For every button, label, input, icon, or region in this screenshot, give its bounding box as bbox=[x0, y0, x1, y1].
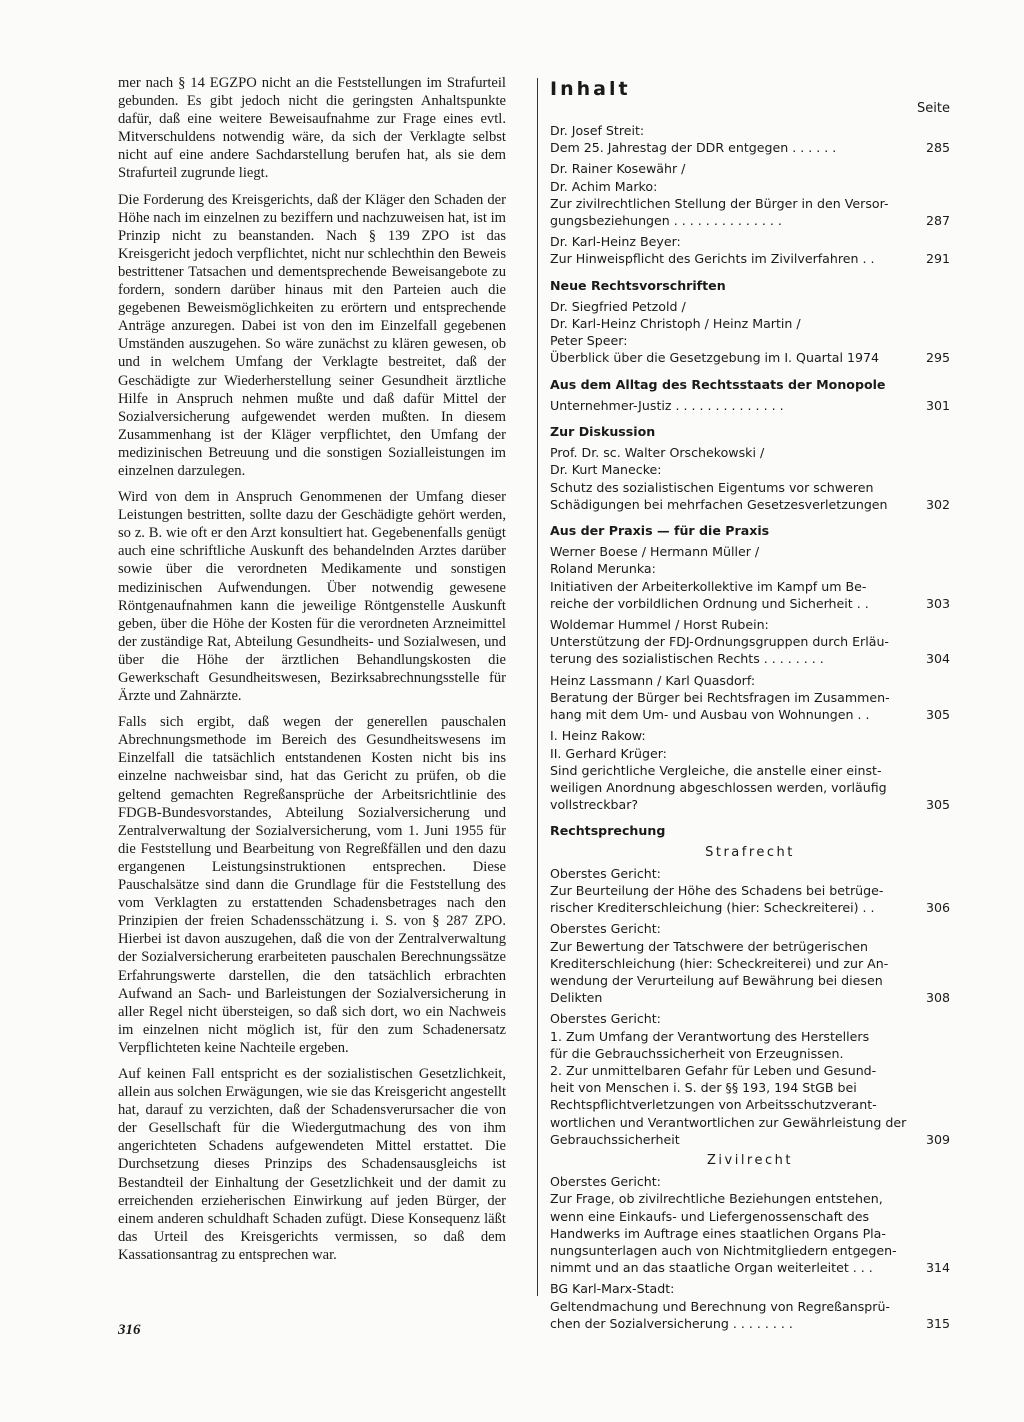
toc-author: Heinz Lassmann / Karl Quasdorf: bbox=[550, 672, 756, 688]
toc-entry-title[interactable]: terung des sozialistischen Rechts . . . . . . . . bbox=[550, 651, 824, 667]
toc-entry bbox=[550, 727, 950, 813]
toc-author: Dr. Rainer Kosewähr / bbox=[550, 161, 686, 177]
toc-entry-title[interactable]: 2. Zur unmittelbaren Gefahr für Leben und Gesund- bbox=[550, 1062, 877, 1078]
toc-author: Werner Boese / Hermann Müller / bbox=[550, 544, 760, 560]
toc-entry bbox=[550, 1173, 950, 1276]
toc-section-heading: Aus dem Alltag des Rechtsstaats der Monopole bbox=[550, 376, 886, 392]
toc-entry-title[interactable]: weiligen Anordnung abgeschlossen werden, vorläufig bbox=[550, 779, 887, 795]
toc-entry-title[interactable]: wortlichen und Verantwortlichen zur Gewährleistung der bbox=[550, 1114, 907, 1130]
toc-entry-title[interactable]: chen der Sozialversicherung . . . . . . . . bbox=[550, 1315, 793, 1331]
toc-page-number: 304 bbox=[925, 651, 950, 667]
toc-entry-title[interactable]: gungsbeziehungen . . . . . . . . . . . . . . bbox=[550, 213, 782, 229]
paragraph: mer nach § 14 EGZPO nicht an die Feststellungen im Strafurteil gebunden. Es gibt jedoch nicht die geringsten Anhaltspunkte dafür, daß eine weitere Beweisaufnahme zur Frage eines evtl. Mitverschuldens notwendig wäre, da sich der Verklagte selbst nicht auf eine andere Sachdarstellung berufen hat, als sie dem Strafurteil zugrunde liegt. bbox=[118, 75, 506, 182]
toc-page-number: 303 bbox=[925, 595, 950, 611]
toc-entry bbox=[550, 233, 950, 267]
toc-page-number: 309 bbox=[925, 1131, 950, 1147]
toc-author: II. Gerhard Krüger: bbox=[550, 745, 667, 761]
toc-page-number: 295 bbox=[925, 350, 950, 366]
toc-entry-title[interactable]: Sind gerichtliche Vergleiche, die anstelle einer einst- bbox=[550, 762, 882, 778]
toc-entry-title[interactable]: für die Gebrauchssicherheit von Erzeugnissen. bbox=[550, 1045, 844, 1061]
toc-page-number: 305 bbox=[925, 707, 950, 723]
toc-page-number: 305 bbox=[925, 797, 950, 813]
toc-author: Roland Merunka: bbox=[550, 561, 656, 577]
toc-page-number: 301 bbox=[925, 397, 950, 413]
toc-page-number: 291 bbox=[925, 251, 950, 267]
toc-author: Dr. Achim Marko: bbox=[550, 178, 658, 194]
toc-entry-title[interactable]: Zur Frage, ob zivilrechtliche Beziehungen entstehen, bbox=[550, 1191, 883, 1207]
toc-entry-title[interactable]: Zur zivilrechtlichen Stellung der Bürger in den Versor- bbox=[550, 195, 889, 211]
page-number: 316 bbox=[118, 1322, 141, 1338]
toc-entry-title[interactable]: Zur Hinweispflicht des Gerichts im Zivilverfahren . . bbox=[550, 251, 875, 267]
toc-author: Oberstes Gericht: bbox=[550, 865, 661, 881]
toc-section-heading: Neue Rechtsvorschriften bbox=[550, 277, 726, 293]
toc-page-number: 314 bbox=[925, 1260, 950, 1276]
toc-entry-title[interactable]: Überblick über die Gesetzgebung im I. Quartal 1974 bbox=[550, 350, 880, 366]
toc-entry bbox=[550, 1010, 950, 1148]
toc-entry bbox=[550, 672, 950, 724]
toc-author: BG Karl-Marx-Stadt: bbox=[550, 1281, 675, 1297]
column-divider bbox=[537, 78, 538, 1296]
toc-author: Prof. Dr. sc. Walter Orschekowski / bbox=[550, 445, 765, 461]
toc-entry-title[interactable]: vollstreckbar? bbox=[550, 797, 639, 813]
toc-entry bbox=[550, 160, 950, 229]
toc-entry-title[interactable]: Unternehmer-Justiz . . . . . . . . . . . . . . bbox=[550, 397, 784, 413]
toc-author: Peter Speer: bbox=[550, 333, 628, 349]
toc-entry-title[interactable]: heit von Menschen i. S. der §§ 193, 194 StGB bei bbox=[550, 1080, 857, 1096]
toc-entry-title[interactable]: hang mit dem Um- und Ausbau von Wohnungen . . bbox=[550, 707, 870, 723]
toc-entry-title[interactable]: rischer Krediterschleichung (hier: Scheckreiterei) . . bbox=[550, 900, 875, 916]
toc-author: Woldemar Hummel / Horst Rubein: bbox=[550, 617, 769, 633]
toc-entry-title[interactable]: wendung der Verurteilung auf Bewährung bei diesen bbox=[550, 972, 883, 988]
toc-author: Dr. Siegfried Petzold / bbox=[550, 298, 686, 314]
toc-author: Dr. Josef Streit: bbox=[550, 123, 645, 138]
left-column-text bbox=[118, 74, 506, 1272]
toc-entry-title[interactable]: Gebrauchssicherheit bbox=[550, 1131, 680, 1147]
toc-section-heading: Rechtsprechung bbox=[550, 823, 666, 839]
toc-entry-title[interactable]: reiche der vorbildlichen Ordnung und Sicherheit . . bbox=[550, 595, 869, 611]
toc-author: Oberstes Gericht: bbox=[550, 1011, 661, 1027]
paragraph: Wird von dem in Anspruch Genommenen der Umfang dieser Leistungen bestritten, sollte dazu der Geschädigte gehört werden, so z. B. wie oft er den Arzt konsultiert hat. Gegebenenfalls genügt auch eine schriftliche Auskunft des behandelnden Arztes darüber sowie über die verordneten Medikamente und sonstigen medizinischen Aufwendungen. Über notwendig gewesene Röntgenaufnahmen kann die jeweilige Röntgenstelle Auskunft geben, über die Höhe der Kosten für die verordneten Arzneimittel der zuständige Rat, Abteilung Gesundheits- und Sozialwesen, und über die Höhe der ärztlichen Behandlungskosten die Gewerkschaft Gesundheitswesen, Bezirksabrechnungsstelle für Ärzte und Zahnärzte. bbox=[118, 489, 506, 705]
toc-entry-title[interactable]: Zur Bewertung der Tatschwere der betrügerischen bbox=[550, 938, 869, 954]
toc-entry-title[interactable]: Krediterschleichung (hier: Scheckreiterei) und zur An- bbox=[550, 955, 889, 971]
toc-entry bbox=[550, 920, 950, 1006]
paragraph: Die Forderung des Kreisgerichts, daß der Kläger den Schaden der Höhe nach im einzelnen zu beziffern und nachzuweisen hat, ist im Prinzip nicht zu beanstanden. Nach § 139 ZPO ist das Kreisgericht jedoch verpflichtet, nicht nur schlechthin den Beweis bestrittener Tatsachen und dementsprechende Beweisangebote zu fordern, sondern darüber hinaus mit den Parteien auch die gegebenen Beweismöglichkeiten zu erörtern und entsprechende Anträge anzuregen. Dabei ist von den im Einzelfall gegebenen Umständen auszugehen. So wäre zunächst zu klären gewesen, ob und in welchem Umfang der Verklagte bestreitet, daß der Geschädigte zur Wiederherstellung seiner Gesundheit ärztliche Hilfe in Anspruch nehmen mußte und daß dafür Mittel der Sozialversicherung aufgewendet werden mußten. In diesem Zusammenhang ist der Kläger verpflichtet, den Umfang der medizinischen Betreuung und die sonstigen Sozialleistungen im einzelnen darzulegen. bbox=[118, 191, 506, 479]
toc-author: I. Heinz Rakow: bbox=[550, 728, 646, 744]
toc-entry-title[interactable]: Schutz des sozialistischen Eigentums vor schweren bbox=[550, 479, 874, 495]
toc-entry bbox=[550, 397, 950, 414]
paragraph: Falls sich ergibt, daß wegen der generellen pauschalen Abrechnungsmethode im Bereich des Gesundheitswesens im Einzelfall die tatsächlich entstandenen Kosten nicht bis ins einzelne nachweisbar sind, hat das Gericht zu prüfen, ob die geltend gemachten Regreßansprüche der Arbeitsrichtlinie des FDGB-Bundesvorstandes, Abteilung Sozialversicherung und Zentralverwaltung der Sozialversicherung, vom 1. Juni 1955 für die Feststellung und Bearbeitung von Regreßfällen und den dazu ergangenen Leistungsinstruktionen entsprechen. Diese Pauschalsätze sind dann die Grundlage für die Feststellung des vom Verklagten zu erstattenden Schadensbetrages nach den Prinzipien der freien Schadensschätzung i. S. von § 287 ZPO. Hierbei ist davon auszugehen, daß die von der Zentralverwaltung der Sozialversicherung erarbeiteten pauschalen Berechnungssätze Erfahrungswerte darstellen, die den tatsächlich erbrachten Aufwand an Sach- und Barleistungen der Sozialversicherung in aller Regel nicht übersteigen, so daß sich dort, wo ein Nachweis im einzelnen nicht möglich ist, für den zum Schadenersatz Verpflichteten keine Nachteile ergeben. bbox=[118, 714, 506, 1056]
toc-entry bbox=[550, 1280, 950, 1332]
toc-entry-title[interactable]: Rechtspflichtverletzungen von Arbeitsschutzverant- bbox=[550, 1097, 877, 1113]
toc-author: Dr. Kurt Manecke: bbox=[550, 462, 662, 478]
toc-entry-title[interactable]: Initiativen der Arbeiterkollektive im Kampf um Be- bbox=[550, 578, 867, 594]
toc-entry bbox=[550, 298, 950, 367]
toc-entry bbox=[550, 122, 950, 156]
toc-section-heading: Aus der Praxis — für die Praxis bbox=[550, 523, 770, 539]
toc-entry-title[interactable]: Zur Beurteilung der Höhe des Schadens bei betrüge- bbox=[550, 882, 884, 898]
paragraph: Auf keinen Fall entspricht es der sozialistischen Gesetzlichkeit, allein aus solchen Erwägungen, wie sie das Kreisgericht angestellt hat, darauf zu verzichten, daß der Schadensverursacher die von der Gesellschaft für die Wiedergutmachung des von ihm angerichteten Schadens aufgewendeten Mittel erstattet. Die Durchsetzung dieses Prinzips des Schadensausgleichs ist Bestandteil der Einhaltung der Gesetzlichkeit und der damit zu erreichenden erzieherischen Einwirkung auf jeden Bürger, der einem anderen schuldhaft Schaden zufügt. Diese Konsequenz läßt das Urteil des Kreisgerichts vermissen, so daß dem Kassationsantrag zu entsprechen war. bbox=[118, 1065, 506, 1263]
page-column-label: Seite bbox=[917, 101, 950, 116]
toc-entry bbox=[550, 616, 950, 668]
toc-page-number: 306 bbox=[925, 900, 950, 916]
toc-author: Oberstes Gericht: bbox=[550, 921, 661, 937]
toc-entry-title[interactable]: Geltendmachung und Berechnung von Regreßansprü- bbox=[550, 1298, 890, 1314]
toc-entry-title[interactable]: nungsunterlagen auch von Nichtmitgliedern entgegen- bbox=[550, 1242, 897, 1258]
toc-entry-title[interactable]: Schädigungen bei mehrfachen Gesetzesverletzungen bbox=[550, 496, 888, 512]
toc-author: Dr. Karl-Heinz Christoph / Heinz Martin / bbox=[550, 316, 801, 332]
table-of-contents bbox=[550, 78, 950, 1332]
toc-page-number: 285 bbox=[925, 140, 950, 156]
toc-title: Inhalt bbox=[550, 78, 631, 100]
toc-author: Dr. Karl-Heinz Beyer: bbox=[550, 234, 681, 250]
toc-entry bbox=[550, 444, 950, 513]
toc-page-number: 308 bbox=[925, 990, 950, 1006]
toc-page-number: 302 bbox=[925, 496, 950, 512]
toc-entry bbox=[550, 865, 950, 917]
toc-entry-title[interactable]: nimmt und an das staatliche Organ weiterleitet . . . bbox=[550, 1260, 873, 1276]
toc-author: Oberstes Gericht: bbox=[550, 1174, 661, 1190]
toc-entry-title[interactable]: Unterstützung der FDJ-Ordnungsgruppen durch Erläu- bbox=[550, 634, 889, 650]
toc-entry-title[interactable]: Delikten bbox=[550, 990, 603, 1006]
toc-section-heading: Zur Diskussion bbox=[550, 424, 656, 440]
toc-page-number: 287 bbox=[925, 213, 950, 229]
toc-entry-title[interactable]: 1. Zum Umfang der Verantwortung des Herstellers bbox=[550, 1028, 870, 1044]
toc-entry bbox=[550, 543, 950, 612]
toc-subsection-heading: Strafrecht bbox=[705, 844, 795, 860]
toc-page-number: 315 bbox=[925, 1315, 950, 1331]
toc-entry-title[interactable]: wenn eine Einkaufs- und Liefergenossenschaft des bbox=[550, 1208, 870, 1224]
toc-subsection-heading: Zivilrecht bbox=[707, 1152, 793, 1168]
toc-entry-title[interactable]: Handwerks im Auftrage eines staatlichen Organs Pla- bbox=[550, 1225, 886, 1241]
toc-entry-title[interactable]: Dem 25. Jahrestag der DDR entgegen . . . . . . bbox=[550, 140, 837, 156]
toc-entry-title[interactable]: Beratung der Bürger bei Rechtsfragen im Zusammen- bbox=[550, 689, 890, 705]
